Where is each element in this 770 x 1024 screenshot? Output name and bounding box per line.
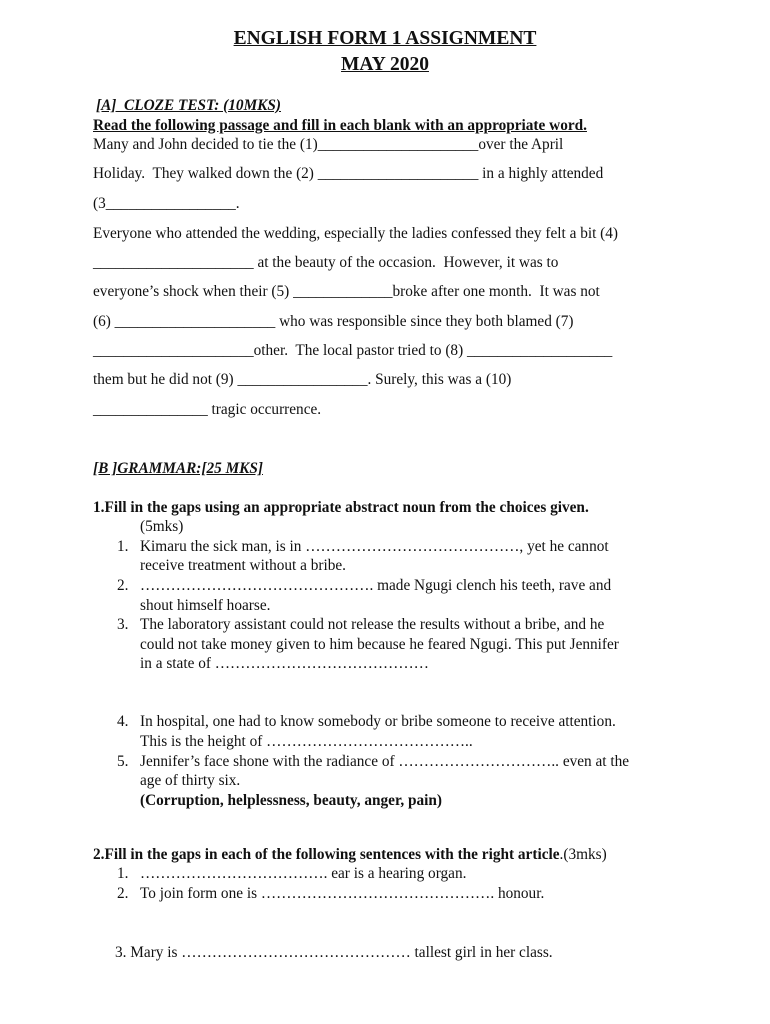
q1-item-text: could not take money given to him because he feared Ngugi. This put Jennifer <box>140 636 619 653</box>
list-item-number: 5. <box>117 753 129 770</box>
list-item-number: 2. <box>117 577 129 594</box>
q1-item-text: receive treatment without a bribe. <box>140 557 346 574</box>
q1-item-text: in a state of …………………………………… <box>140 655 429 672</box>
q1-item-text: Jennifer’s face shone with the radiance of ………………………….. even at the <box>140 753 630 770</box>
q1-item-text: In hospital, one had to know somebody or bribe someone to receive attention. <box>140 713 616 730</box>
cloze-line: Holiday. They walked down the (2) _____________________ in a highly attended <box>93 165 604 182</box>
q1-item-text: age of thirty six. <box>140 772 241 789</box>
q2-item-text: To join form one is ………………………………………. honour. <box>140 885 545 902</box>
cloze-line: Everyone who attended the wedding, especially the ladies confessed they felt a bit (4) <box>93 225 619 242</box>
cloze-line: (6) _____________________ who was responsible since they both blamed (7) <box>93 313 574 330</box>
section-a-instruction: Read the following passage and fill in each blank with an appropriate word. <box>93 117 587 134</box>
q1-item-text: ………………………………………. made Ngugi clench his teeth, rave and <box>140 577 612 594</box>
cloze-line: Many and John decided to tie the (1)_____________________over the April <box>93 136 564 153</box>
list-item-number: 1. <box>117 538 129 555</box>
q1-item-text: The laboratory assistant could not release the results without a bribe, and he <box>140 616 605 633</box>
section-a-heading: [A] CLOZE TEST: (10MKS) <box>96 97 281 114</box>
q1-prompt: 1.Fill in the gaps using an appropriate abstract noun from the choices given. <box>93 499 589 516</box>
q2-marks: .(3mks) <box>559 846 607 863</box>
cloze-line: everyone’s shock when their (5) _____________broke after one month. It was not <box>93 283 600 300</box>
q1-item-text: Kimaru the sick man, is in ……………………………………, yet he cannot <box>140 538 609 555</box>
q1-choices: (Corruption, helplessness, beauty, anger, pain) <box>140 792 443 809</box>
cloze-line: _____________________ at the beauty of the occasion. However, it was to <box>93 254 559 271</box>
section-b-heading: [B ]GRAMMAR:[25 MKS] <box>93 460 263 477</box>
q2-prompt: 2.Fill in the gaps in each of the following sentences with the right article <box>93 846 560 863</box>
list-item-number: 2. <box>117 885 129 902</box>
q1-marks: (5mks) <box>140 518 184 535</box>
cloze-line: _____________________other. The local pastor tried to (8) ___________________ <box>93 342 613 359</box>
cloze-line: (3_________________. <box>93 195 240 212</box>
list-item-number: 3. <box>117 616 129 633</box>
q2-prompt-line <box>93 845 607 865</box>
cloze-line: _______________ tragic occurrence. <box>93 401 322 418</box>
list-item-number: 1. <box>117 865 129 882</box>
cloze-line: them but he did not (9) _________________. Surely, this was a (10) <box>93 371 512 388</box>
page-title: ENGLISH FORM 1 ASSIGNMENT <box>233 28 537 49</box>
q1-item-text: shout himself hoarse. <box>140 597 271 614</box>
list-item-number: 4. <box>117 713 129 730</box>
page-subtitle: MAY 2020 <box>341 54 429 75</box>
q2-item-text: ………………………………. ear is a hearing organ. <box>140 865 467 882</box>
q1-item-text: This is the height of ………………………………….. <box>140 733 473 750</box>
q2-item-text: 3. Mary is ……………………………………… tallest girl in her class. <box>115 944 553 961</box>
